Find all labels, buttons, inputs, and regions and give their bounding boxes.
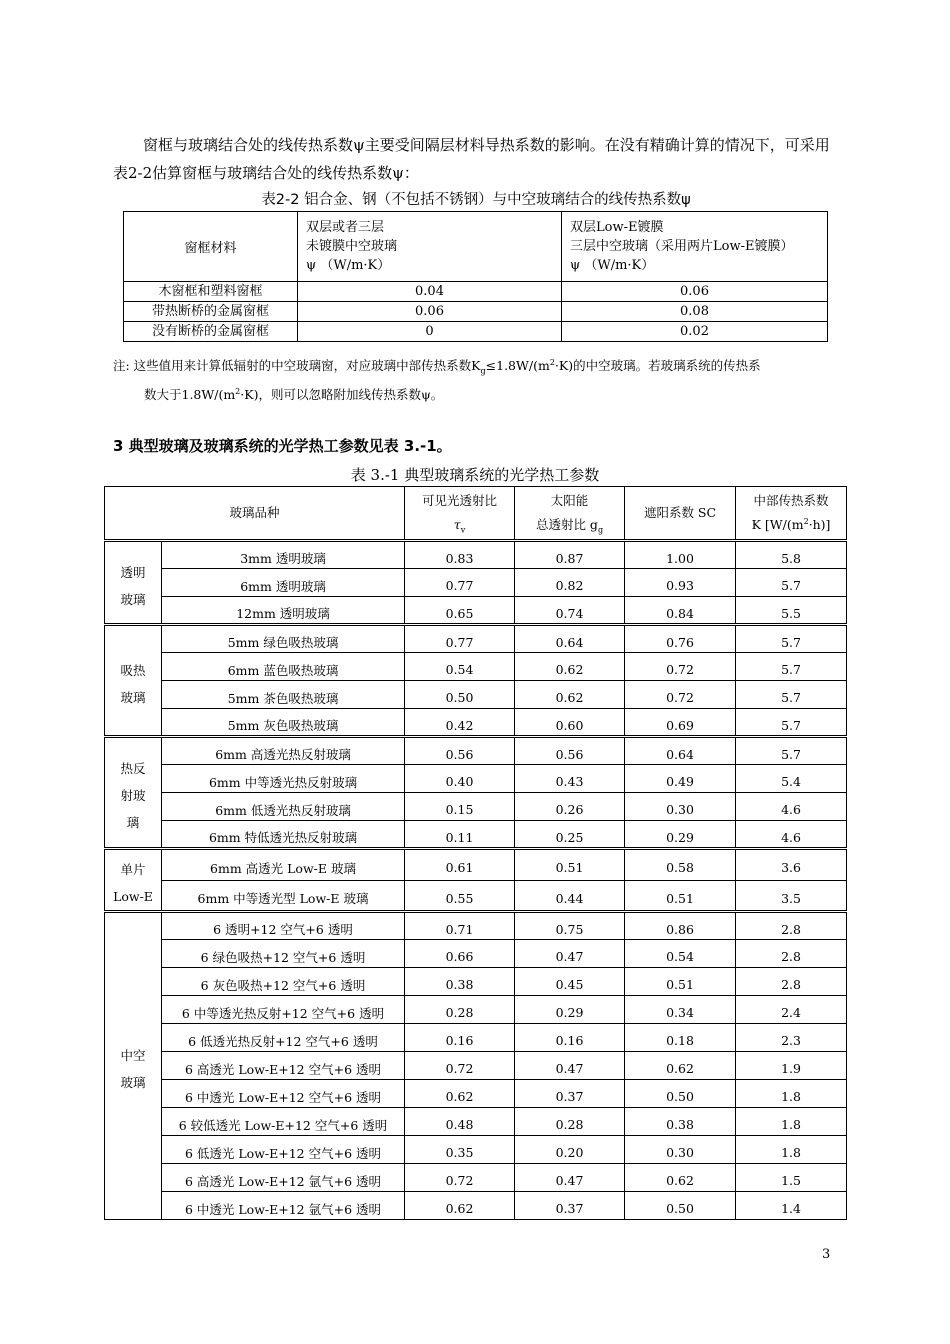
header-symbol-text: ·h)] xyxy=(808,517,831,532)
table2-cell: 0.29 xyxy=(515,996,625,1024)
table2-row xyxy=(105,793,847,821)
table2-glass-type: 6 低透光 Low-E+12 空气+6 透明 xyxy=(162,1136,405,1164)
table2-cell: 0.54 xyxy=(625,940,736,968)
note-text: ·K)，则可以忽略附加线传热系数ψ。 xyxy=(240,387,444,402)
table2-cell: 0.47 xyxy=(515,1052,625,1080)
header-text: 中部传热系数 xyxy=(753,493,829,508)
table-2-2 xyxy=(123,211,828,342)
table2-cell: 1.8 xyxy=(736,1080,847,1108)
table1-header-uncoated-line2: 未镀膜中空玻璃 xyxy=(306,239,398,254)
table2-row xyxy=(105,765,847,793)
note-text: ≤1.8W/(m xyxy=(485,358,550,373)
table2-cell: 4.6 xyxy=(736,821,847,849)
table2-cell: 0.77 xyxy=(405,625,515,653)
intro-paragraph: 窗框与玻璃结合处的线传热系数ψ主要受间隔层材料导热系数的影响。在没有精确计算的情况下，可采用表2-2估算窗框与玻璃结合处的线传热系数ψ： xyxy=(113,136,830,182)
table2-cell: 0.62 xyxy=(625,1052,736,1080)
table2-cell: 0.62 xyxy=(515,681,625,709)
table2-cell: 0.43 xyxy=(515,765,625,793)
table2-glass-type: 5mm 灰色吸热玻璃 xyxy=(162,709,405,737)
table2-cell: 0.47 xyxy=(515,940,625,968)
table2-cell: 0.60 xyxy=(515,709,625,737)
table-3-1 xyxy=(104,486,847,1220)
table2-header-row xyxy=(105,487,847,541)
table2-cell: 0.40 xyxy=(405,765,515,793)
table2-cell: 5.7 xyxy=(736,569,847,597)
note-line2 xyxy=(113,380,843,409)
table2-row xyxy=(105,1136,847,1164)
table2-cell: 0.64 xyxy=(625,737,736,765)
table2-cell: 0.42 xyxy=(405,709,515,737)
note-superscript: 2 xyxy=(235,386,241,396)
note-text: 注: 这些值用来计算低辐射的中空玻璃窗，对应玻璃中部传热系数K xyxy=(113,358,481,373)
table2-category-line: 射玻 xyxy=(120,788,146,803)
table2-cell: 0.34 xyxy=(625,996,736,1024)
table1-header-lowe-line2: 三层中空玻璃（采用两片Low-E镀膜） xyxy=(570,239,794,254)
table1-header-lowe xyxy=(562,212,828,282)
table2-row xyxy=(105,849,847,881)
table2-cell: 0.50 xyxy=(405,681,515,709)
table2-category-line: 玻璃 xyxy=(120,591,146,607)
table2-cell: 0.58 xyxy=(625,849,736,881)
table2-row xyxy=(105,681,847,709)
header-symbol-text: 总透射比 g xyxy=(535,517,598,532)
table2-row xyxy=(105,625,847,653)
table2-cell: 2.8 xyxy=(736,912,847,940)
table2-cell: 0.72 xyxy=(625,653,736,681)
header-symbol-text: τ xyxy=(453,517,461,532)
table2-cell: 0.30 xyxy=(625,793,736,821)
header-symbol xyxy=(405,513,514,537)
table2-row xyxy=(105,737,847,765)
table2-cell: 0.35 xyxy=(405,1136,515,1164)
table2-row xyxy=(105,653,847,681)
table2-glass-type: 6 低透光热反射+12 空气+6 透明 xyxy=(162,1024,405,1052)
table1-header-lowe-line3: ψ （W/m·K） xyxy=(570,258,655,273)
table2-cell: 0.82 xyxy=(515,569,625,597)
table2-category-line: Low-E xyxy=(113,889,153,904)
table2-cell: 3.5 xyxy=(736,880,847,912)
table2-cell: 5.4 xyxy=(736,765,847,793)
table2-glass-type: 6 中等透光热反射+12 空气+6 透明 xyxy=(162,996,405,1024)
table2-row xyxy=(105,709,847,737)
table2-category xyxy=(105,625,162,737)
table2-cell: 3.6 xyxy=(736,849,847,881)
table1-caption: 表2-2 铝合金、钢（不包括不锈钢）与中空玻璃结合的线传热系数ψ xyxy=(261,192,691,208)
header-symbol xyxy=(515,513,624,537)
table2-glass-type: 6 中透光 Low-E+12 空气+6 透明 xyxy=(162,1080,405,1108)
table2-cell: 0.56 xyxy=(405,737,515,765)
table2-cell: 0.55 xyxy=(405,880,515,912)
table2-glass-type: 5mm 绿色吸热玻璃 xyxy=(162,625,405,653)
table2-cell: 0.51 xyxy=(625,880,736,912)
table2-cell: 0.37 xyxy=(515,1080,625,1108)
table2-glass-type: 6 高透光 Low-E+12 氩气+6 透明 xyxy=(162,1164,405,1192)
table2-row xyxy=(105,597,847,625)
note-text: ·K)的中空玻璃。若玻璃系统的传热系 xyxy=(554,358,761,373)
table2-cell: 0.28 xyxy=(515,1108,625,1136)
table2-row xyxy=(105,1108,847,1136)
table2-glass-type: 6 较低透光 Low-E+12 空气+6 透明 xyxy=(162,1108,405,1136)
table2-glass-type: 6 透明+12 空气+6 透明 xyxy=(162,912,405,940)
table2-cell: 0.51 xyxy=(625,968,736,996)
table2-cell: 0.65 xyxy=(405,597,515,625)
table2-cell: 0.45 xyxy=(515,968,625,996)
table2-row xyxy=(105,940,847,968)
table2-row xyxy=(105,880,847,912)
table2-cell: 1.9 xyxy=(736,1052,847,1080)
table2-cell: 0.56 xyxy=(515,737,625,765)
table2-cell: 0.86 xyxy=(625,912,736,940)
header-text: 太阳能 xyxy=(550,493,589,508)
table2-glass-type: 6mm 高透光热反射玻璃 xyxy=(162,737,405,765)
table2-cell: 0.50 xyxy=(625,1080,736,1108)
table2-glass-type: 6 中透光 Low-E+12 氩气+6 透明 xyxy=(162,1192,405,1220)
table2-cell: 0.71 xyxy=(405,912,515,940)
table2-cell: 0.64 xyxy=(515,625,625,653)
table1-cell: 0.06 xyxy=(298,302,562,322)
table2-cell: 2.4 xyxy=(736,996,847,1024)
table2-cell: 0.16 xyxy=(515,1024,625,1052)
table2-cell: 0.16 xyxy=(405,1024,515,1052)
table2-cell: 0.49 xyxy=(625,765,736,793)
table1-row xyxy=(124,302,828,322)
table2-cell: 0.18 xyxy=(625,1024,736,1052)
table2-cell: 1.8 xyxy=(736,1136,847,1164)
table2-cell: 1.8 xyxy=(736,1108,847,1136)
table1-cell: 0.04 xyxy=(298,282,562,302)
table2-cell: 5.7 xyxy=(736,653,847,681)
table2-category xyxy=(105,912,162,1220)
table2-row xyxy=(105,541,847,569)
table2-category xyxy=(105,849,162,912)
table2-cell: 2.3 xyxy=(736,1024,847,1052)
table2-cell: 1.00 xyxy=(625,541,736,569)
table1-header-uncoated-line1: 双层或者三层 xyxy=(306,220,385,235)
table2-category-line: 单片 xyxy=(120,862,146,877)
table1-cell: 没有断桥的金属窗框 xyxy=(124,322,298,342)
table2-row xyxy=(105,912,847,940)
table2-row xyxy=(105,821,847,849)
table2-cell: 0.30 xyxy=(625,1136,736,1164)
table2-cell: 0.83 xyxy=(405,541,515,569)
table2-cell: 0.84 xyxy=(625,597,736,625)
note-subscript: g xyxy=(480,366,486,376)
table2-cell: 5.7 xyxy=(736,681,847,709)
table2-glass-type: 5mm 茶色吸热玻璃 xyxy=(162,681,405,709)
table2-cell: 5.5 xyxy=(736,597,847,625)
table2-cell: 0.61 xyxy=(405,849,515,881)
table2-cell: 0.26 xyxy=(515,793,625,821)
table2-glass-type: 6mm 中等透光热反射玻璃 xyxy=(162,765,405,793)
table1-cell: 0 xyxy=(298,322,562,342)
table2-cell: 0.11 xyxy=(405,821,515,849)
table2-cell: 0.74 xyxy=(515,597,625,625)
table2-row xyxy=(105,1052,847,1080)
table2-row xyxy=(105,1164,847,1192)
table2-cell: 0.38 xyxy=(405,968,515,996)
table2-cell: 5.8 xyxy=(736,541,847,569)
table2-cell: 0.48 xyxy=(405,1108,515,1136)
table2-glass-type: 6mm 高透光 Low-E 玻璃 xyxy=(162,849,405,881)
header-symbol-text: K [W/(m xyxy=(751,517,804,532)
table2-category xyxy=(105,541,162,625)
table2-cell: 0.44 xyxy=(515,880,625,912)
table2-caption: 表 3.-1 典型玻璃系统的光学热工参数 xyxy=(350,466,600,484)
table1-cell: 带热断桥的金属窗框 xyxy=(124,302,298,322)
table2-glass-type: 6 灰色吸热+12 空气+6 透明 xyxy=(162,968,405,996)
table2-cell: 0.37 xyxy=(515,1192,625,1220)
table2-cell: 0.54 xyxy=(405,653,515,681)
table2-cell: 5.7 xyxy=(736,737,847,765)
table2-row xyxy=(105,1192,847,1220)
table2-category-line: 透明 xyxy=(120,564,146,580)
table1-cell: 0.08 xyxy=(562,302,828,322)
table2-cell: 2.8 xyxy=(736,940,847,968)
table2-header-visible-transmittance xyxy=(405,487,515,541)
table2-cell: 0.47 xyxy=(515,1164,625,1192)
table2-glass-type: 3mm 透明玻璃 xyxy=(162,541,405,569)
note-line1 xyxy=(113,357,761,376)
table2-cell: 0.62 xyxy=(625,1164,736,1192)
header-text: 可见光透射比 xyxy=(422,493,498,508)
table1-row xyxy=(124,322,828,342)
header-subscript: v xyxy=(460,525,466,535)
table2-cell: 0.62 xyxy=(405,1192,515,1220)
table2-cell: 0.87 xyxy=(515,541,625,569)
table2-glass-type: 6mm 低透光热反射玻璃 xyxy=(162,793,405,821)
table2-row xyxy=(105,996,847,1024)
table2-cell: 0.51 xyxy=(515,849,625,881)
page-number: 3 xyxy=(822,1247,831,1262)
table1-header-uncoated xyxy=(298,212,562,282)
header-symbol xyxy=(736,513,846,537)
table2-cell: 4.6 xyxy=(736,793,847,821)
table2-category xyxy=(105,737,162,849)
table2-header-type: 玻璃品种 xyxy=(105,487,405,541)
table2-cell: 0.72 xyxy=(405,1052,515,1080)
header-subscript: g xyxy=(597,525,604,535)
table2-cell: 0.28 xyxy=(405,996,515,1024)
table2-category-line: 璃 xyxy=(126,815,140,830)
table2-category-line: 中空 xyxy=(120,1048,146,1063)
header-superscript: 2 xyxy=(803,516,809,526)
table2-header-heat-transfer xyxy=(736,487,847,541)
table2-row xyxy=(105,968,847,996)
note-superscript: 2 xyxy=(549,357,555,367)
table2-cell: 0.62 xyxy=(515,653,625,681)
table2-cell: 0.62 xyxy=(405,1080,515,1108)
table1-header-frame-material: 窗框材料 xyxy=(124,212,298,282)
table2-cell: 0.66 xyxy=(405,940,515,968)
table2-header-shading-coefficient: 遮阳系数 SC xyxy=(625,487,736,541)
table2-cell: 0.25 xyxy=(515,821,625,849)
table2-cell: 0.72 xyxy=(625,681,736,709)
table2-glass-type: 6 高透光 Low-E+12 空气+6 透明 xyxy=(162,1052,405,1080)
table2-category-line: 玻璃 xyxy=(120,689,146,705)
table1-row xyxy=(124,282,828,302)
table2-header-solar-transmittance xyxy=(515,487,625,541)
table2-glass-type: 6mm 蓝色吸热玻璃 xyxy=(162,653,405,681)
table1-header-lowe-line1: 双层Low-E镀膜 xyxy=(570,220,664,235)
table2-cell: 5.7 xyxy=(736,709,847,737)
table1-cell: 木窗框和塑料窗框 xyxy=(124,282,298,302)
table2-cell: 0.20 xyxy=(515,1136,625,1164)
table2-cell: 2.8 xyxy=(736,968,847,996)
table1-cell: 0.06 xyxy=(562,282,828,302)
table2-row xyxy=(105,569,847,597)
table2-cell: 0.76 xyxy=(625,625,736,653)
table1-note xyxy=(113,351,843,409)
table2-cell: 0.38 xyxy=(625,1108,736,1136)
table2-category-line: 玻璃 xyxy=(120,1075,146,1090)
table2-cell: 0.15 xyxy=(405,793,515,821)
note-text: 数大于1.8W/(m xyxy=(144,387,236,402)
table2-row xyxy=(105,1080,847,1108)
table2-cell: 0.75 xyxy=(515,912,625,940)
table2-cell: 0.50 xyxy=(625,1192,736,1220)
table2-cell: 0.69 xyxy=(625,709,736,737)
table2-cell: 0.72 xyxy=(405,1164,515,1192)
table2-cell: 1.5 xyxy=(736,1164,847,1192)
table2-glass-type: 12mm 透明玻璃 xyxy=(162,597,405,625)
table2-cell: 1.4 xyxy=(736,1192,847,1220)
table2-glass-type: 6mm 特低透光热反射玻璃 xyxy=(162,821,405,849)
table2-cell: 0.93 xyxy=(625,569,736,597)
table1-cell: 0.02 xyxy=(562,322,828,342)
table2-glass-type: 6mm 透明玻璃 xyxy=(162,569,405,597)
table2-category-line: 吸热 xyxy=(120,662,146,678)
table1-header-uncoated-line3: ψ （W/m·K） xyxy=(306,258,391,273)
table2-cell: 5.7 xyxy=(736,625,847,653)
section-heading: 3 典型玻璃及玻璃系统的光学热工参数见表 3.-1。 xyxy=(113,437,452,455)
table2-glass-type: 6mm 中等透光型 Low-E 玻璃 xyxy=(162,880,405,912)
table2-category-line: 热反 xyxy=(120,761,146,776)
table2-glass-type: 6 绿色吸热+12 空气+6 透明 xyxy=(162,940,405,968)
table2-row xyxy=(105,1024,847,1052)
table2-cell: 0.29 xyxy=(625,821,736,849)
table2-cell: 0.77 xyxy=(405,569,515,597)
